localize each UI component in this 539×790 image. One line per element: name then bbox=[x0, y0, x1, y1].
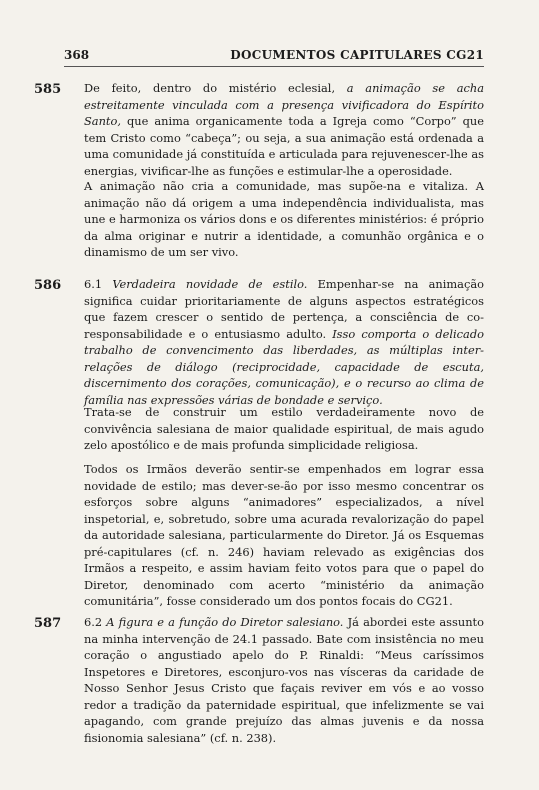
text-run: Todos os Irmãos deverão sentir-se empenhados em lograr essa novidade de estilo; mas dever-se-ão por isso mesmo concentrar os esforços sobre alguns “animadores” especializados, a nível inspetorial, e, sobretudo, sobre uma acurada revalorização do papel da autoridade salesiana, particularmente do Diretor. Já os Esquemas pré-capitulares (cf. n. 246) haviam relevado as exigências dos Irmãos a respeito, e assim haviam feito votos para que o papel do Diretor, denominado com acerto “ministério da animação comunitária”, fosse considerado um dos pontos focais do CG21. bbox=[84, 462, 484, 608]
italic-text: a animação se acha estreitamente vinculada com a presença vivificadora do Espírito Santo, bbox=[84, 81, 484, 128]
text-run: Trata-se de construir um estilo verdadeiramente novo de convivência salesiana de maior qualidade espiritual, de mais agudo zelo apostólico e de mais profunda simplicidade religiosa. bbox=[84, 405, 484, 452]
running-title: DOCUMENTOS CAPITULARES CG21 bbox=[230, 48, 484, 62]
paragraph-number: 585 bbox=[34, 82, 62, 97]
body-paragraph bbox=[84, 178, 484, 261]
text-run: 6.1 bbox=[84, 277, 113, 291]
italic-text: Isso comporta o delicado trabalho de convencimento das liberdades, as múltiplas inter-relações de diálogo (reciprocidade, capacidade de escuta, discernimento dos corações, comunicação), e o recurso ao clima de família nas expressões várias de bondade e serviço. bbox=[84, 326, 484, 407]
text-run: 6.2 bbox=[84, 615, 107, 629]
body-paragraph bbox=[84, 461, 484, 610]
text-run: De feito, dentro do mistério eclesial, bbox=[84, 81, 347, 95]
body-paragraph bbox=[84, 404, 484, 454]
text-run: Já abordei este assunto na minha intervenção de 24.1 passado. Bate com insistência no meu coração o angustiado apelo do P. Rinaldi: “Meus caríssimos Inspetores e Diretores, esconjuro-vos nas vísceras da caridade de Nosso Senhor Jesus Cristo que façais reviver em vós e ao vosso redor a tradição da paternidade espiritual, que infelizmente se vai apagando, com grande prejuízo das almas juvenis e da nossa fisionomia salesiana” (cf. n. 238). bbox=[84, 615, 484, 745]
text-run: Empenhar-se na animação significa cuidar prioritariamente de alguns aspectos estratégicos que fazem crescer o sentido de pertença, a consciência de co-responsabilidade e o entusiasmo adulto. bbox=[84, 277, 484, 341]
header-rule bbox=[64, 66, 484, 67]
italic-text: Verdadeira novidade de estilo. bbox=[112, 277, 308, 291]
text-run: que anima organicamente toda a Igreja como “Corpo” que tem Cristo como “cabeça”; ou seja, a sua animação está ordenada a uma comunidade já constituída e articulada para rejuvenescer-lhe as energias, vivificar-lhe as funções e estimular-lhe a operosidade. bbox=[84, 114, 484, 178]
body-paragraph bbox=[84, 276, 484, 408]
page-number: 368 bbox=[64, 48, 90, 62]
body-paragraph bbox=[84, 80, 484, 179]
italic-text: A figura e a função do Diretor salesiano. bbox=[106, 615, 344, 629]
paragraph-number: 586 bbox=[34, 278, 62, 293]
body-paragraph bbox=[84, 614, 484, 746]
text-run: A animação não cria a comunidade, mas supõe-na e vitaliza. A animação não dá origem a uma independência individualista, mas une e harmoniza os vários dons e os diferentes ministérios: é próprio da alma originar e nutrir a identidade, a comunhão orgânica e o dinamismo de um ser vivo. bbox=[84, 179, 484, 259]
paragraph-number: 587 bbox=[34, 616, 62, 631]
